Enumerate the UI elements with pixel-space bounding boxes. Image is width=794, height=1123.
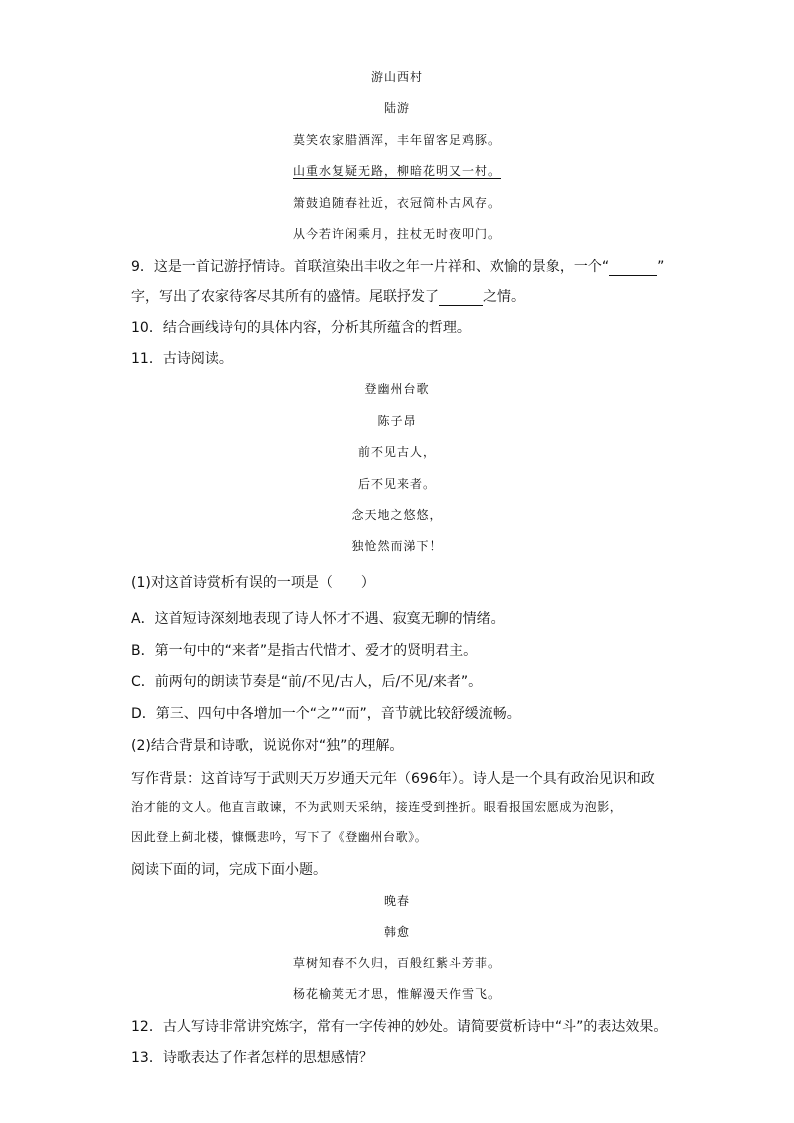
answer-blank-1[interactable] (609, 261, 657, 276)
poem1-author: 陆游 (383, 101, 410, 115)
poem3-title: 晚春 (383, 894, 410, 908)
background-line-2: 治才能的文人。他直言敢谏，不为武则天采纳，接连受到挫折。眼看报国宏愿成为泡影， (131, 800, 623, 814)
question-10: 10．结合画线诗句的具体内容，分析其所蕴含的哲理。 (131, 320, 471, 336)
background-line-1 (131, 768, 655, 788)
question-9-text-c: 字，写出了农家待客尽其所有的盛情。尾联抒发了 (131, 289, 439, 305)
question-9-text-b: ” (657, 259, 665, 275)
question-9-text-d: 之情。 (483, 289, 525, 305)
poem2-line-4: 独怆然而涕下！ (351, 539, 443, 553)
poem1-line-3: 箫鼓追随春社近，衣冠简朴古风存。 (292, 196, 501, 210)
poem3-author: 韩愈 (383, 925, 410, 939)
poem2-title: 登幽州台歌 (364, 382, 430, 396)
option-d[interactable]: D．第三、四句中各增加一个“之”“而”，音节就比较舒缓流畅。 (131, 706, 521, 722)
question-9-line-2 (131, 286, 525, 306)
option-b[interactable]: B．第一句中的“来者”是指古代惜才、爱才的贤明君主。 (131, 643, 478, 659)
option-a[interactable]: A．这首短诗深刻地表现了诗人怀才不遇、寂寞无聊的情绪。 (131, 611, 505, 627)
poem1-line-2 (0, 162, 794, 179)
question-11-2: (2)结合背景和诗歌，说说你对“独”的理解。 (131, 738, 404, 754)
poem2-line-2: 后不见来者。 (357, 477, 436, 491)
poem2-line-1: 前不见古人， (357, 445, 436, 459)
poem2-line-3: 念天地之悠悠， (351, 508, 443, 522)
reading-instruction: 阅读下面的词，完成下面小题。 (131, 862, 327, 878)
question-9-line-1 (131, 256, 664, 276)
poem1-line-4: 从今若许闲乘月，拄杖无时夜叩门。 (292, 227, 501, 241)
question-12: 12．古人写诗非常讲究炼字，常有一字传神的妙处。请简要赏析诗中“斗”的表达效果。 (131, 1019, 668, 1035)
answer-blank-2[interactable] (439, 291, 483, 306)
underlined-verse: 山重水复疑无路，柳暗花明又一村。 (292, 164, 501, 178)
option-c[interactable]: C．前两句的朗读节奏是“前/不见/古人，后/不见/来者”。 (131, 674, 483, 690)
question-11-1-stem: (1)对这首诗赏析有误的一项是（ ） (131, 575, 375, 591)
question-9-text-a: 9．这是一首记游抒情诗。首联渲染出丰收之年一片祥和、欢愉的景象，一个“ (131, 259, 610, 275)
background-line-3: 因此登上蓟北楼，慷慨悲吟，写下了《登幽州台歌》。 (131, 830, 428, 844)
poem1-title: 游山西村 (370, 70, 423, 84)
poem1-line-1: 莫笑农家腊酒浑，丰年留客足鸡豚。 (292, 133, 501, 147)
question-13: 13．诗歌表达了作者怎样的思想感情？ (131, 1050, 373, 1066)
poem2-author: 陈子昂 (377, 414, 417, 428)
poem3-line-2: 杨花榆荚无才思，惟解漫天作雪飞。 (292, 987, 501, 1001)
background-text-1: 写作背景：这首诗写于武则天万岁通天元年（696年）。诗人是一个具有政治见识和政 (131, 771, 655, 787)
question-11: 11．古诗阅读。 (131, 351, 233, 367)
poem3-line-1: 草树知春不久归，百般红紫斗芳菲。 (292, 956, 501, 970)
